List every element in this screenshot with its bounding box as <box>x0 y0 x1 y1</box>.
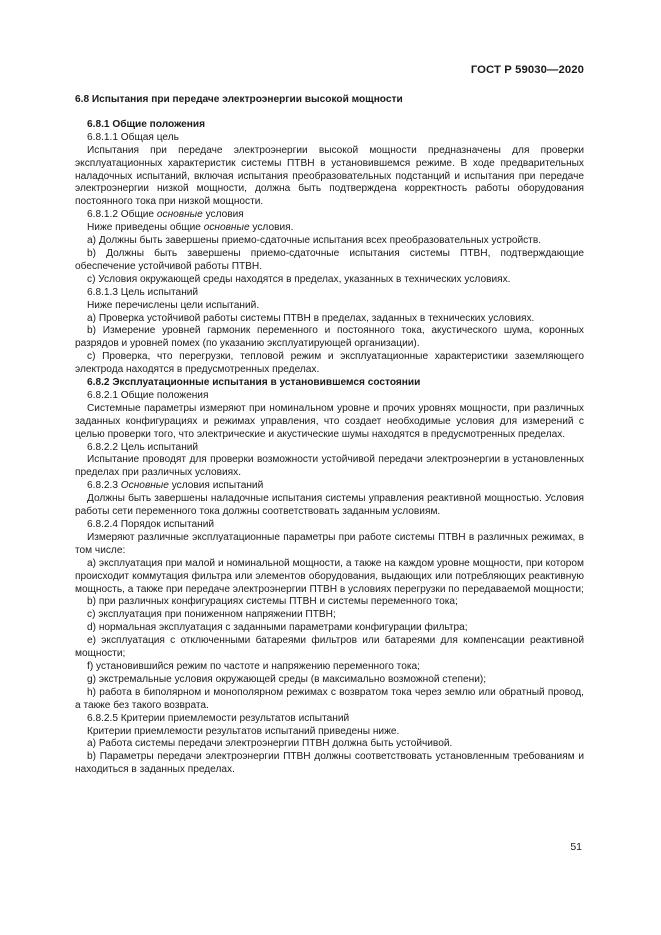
list-item: a) Должны быть завершены приемо-сдаточные испытания всех преобразовательных устройств. <box>87 235 542 247</box>
paragraph: Критерии приемлемости результатов испытаний приведены ниже. <box>87 725 400 737</box>
clause-title <box>75 209 584 222</box>
list-item: d) нормальная эксплуатация с заданными параметрами конфигурации фильтра; <box>87 622 468 634</box>
clause-title-italic: основные <box>156 209 203 221</box>
list-item: a) эксплуатация при малой и номинальной мощности, а также на каждом уровне мощности, при котором происходит коммутация фильтра или элементов оборудования, выдающих или потребляющих реактивную мощность, а также при передаче электроэнергии ПТВН в условиях перегрузки по передаваемой мощности; <box>75 557 584 595</box>
list-item: f) установившийся режим по частоте и напряжению переменного тока; <box>87 660 420 672</box>
list-item: e) эксплуатация с отключенными батареями фильтров или батареями для компенсации реактивной мощности; <box>75 635 584 660</box>
paragraph: Ниже перечислены цели испытаний. <box>87 299 260 311</box>
clause-title-post: условия <box>205 209 244 221</box>
clause-title-pre: 6.8.2.3 <box>87 480 118 492</box>
paragraph: Измеряют различные эксплуатационные параметры при работе системы ПТВН в различных режимах, в том числе: <box>75 531 584 556</box>
clause-title: 6.8.2.5 Критерии приемлемости результатов испытаний <box>87 712 350 724</box>
clause-title-pre: 6.8.1.2 Общие <box>87 209 155 221</box>
list-item: a) Проверка устойчивой работы системы ПТВН в пределах, заданных в технических условиях. <box>87 312 535 324</box>
paragraph: Системные параметры измеряют при номинальном уровне и прочих уровнях мощности, при различных заданных конфигурациях и режимах управления, что создает необходимые условия для измерений с целью проверки того, что электрические и акустические шумы находятся в предусмотренных пределах. <box>75 402 584 440</box>
list-item: b) Параметры передачи электроэнергии ПТВН должны соответствовать установленным требованиям и находиться в заданных пределах. <box>75 751 584 776</box>
list-item: b) Измерение уровней гармоник переменного и постоянного тока, акустического шума, коронных разрядов и уровней помех (по указанию эксплуатирующей организации). <box>75 325 584 350</box>
clause-title: 6.8.2.2 Цель испытаний <box>87 441 199 453</box>
paragraph <box>75 222 584 235</box>
list-item: g) экстремальные условия окружающей среды (в максимально возможной степени); <box>87 673 487 685</box>
list-item: h) работа в биполярном и монополярном режимах с возвратом тока через землю или обратный провод, а также без такого возврата. <box>75 686 584 711</box>
paragraph: Испытание проводят для проверки возможности устойчивой передачи электроэнергии в установленных пределах при различных условиях. <box>75 454 584 479</box>
document-header: ГОСТ Р 59030—2020 <box>470 64 584 76</box>
list-item: c) эксплуатация при пониженном напряжении ПТВН; <box>87 609 336 621</box>
list-item: b) при различных конфигурациях системы ПТВН и системы переменного тока; <box>87 596 458 608</box>
list-item: a) Работа системы передачи электроэнергии ПТВН должна быть устойчивой. <box>87 738 453 750</box>
subsection-title: 6.8.1 Общие положения <box>87 118 205 130</box>
list-item: b) Должны быть завершены приемо-сдаточные испытания системы ПТВН, подтверждающие обеспечение устойчивой работы ПТВН. <box>75 247 584 272</box>
intro-post: условия. <box>252 222 294 234</box>
page-body <box>75 94 584 777</box>
subsection-title: 6.8.2 Эксплуатационные испытания в установившемся состоянии <box>87 377 421 389</box>
clause-title: 6.8.2.4 Порядок испытаний <box>87 519 215 530</box>
paragraph: Испытания при передаче электроэнергии высокой мощности предназначены для проверки эксплуатационных характеристик системы ПТВН в установившемся режиме. В ходе предварительных наладочных испытаний, включая испытания преобразовательных подстанций и испытания при передаче электроэнергии низкой мощности, должна быть подтверждена корректность работы оборудования постоянного тока при низкой мощности. <box>75 144 584 208</box>
clause-title-post: условия испытаний <box>171 480 264 492</box>
paragraph: Должны быть завершены наладочные испытания системы управления реактивной мощностью. Условия работы сети переменного тока должны соответствовать заданным условиям. <box>75 493 584 518</box>
clause-title <box>75 480 584 493</box>
list-item: c) Условия окружающей среды находятся в пределах, указанных в технических условиях. <box>87 273 511 285</box>
clause-title: 6.8.2.1 Общие положения <box>87 389 209 401</box>
clause-title-italic: Основные <box>120 480 169 492</box>
intro-pre: Ниже приведены общие <box>87 222 201 234</box>
list-item: c) Проверка, что перегрузки, тепловой режим и эксплуатационные характеристики заземляющего электрода находятся в предусмотренных пределах. <box>75 351 584 376</box>
clause-title: 6.8.1.1 Общая цель <box>87 131 179 143</box>
intro-italic: основные <box>203 222 250 234</box>
section-title: 6.8 Испытания при передаче электроэнергии высокой мощности <box>75 94 403 105</box>
clause-title: 6.8.1.3 Цель испытаний <box>87 286 199 298</box>
page-number: 51 <box>570 841 582 853</box>
